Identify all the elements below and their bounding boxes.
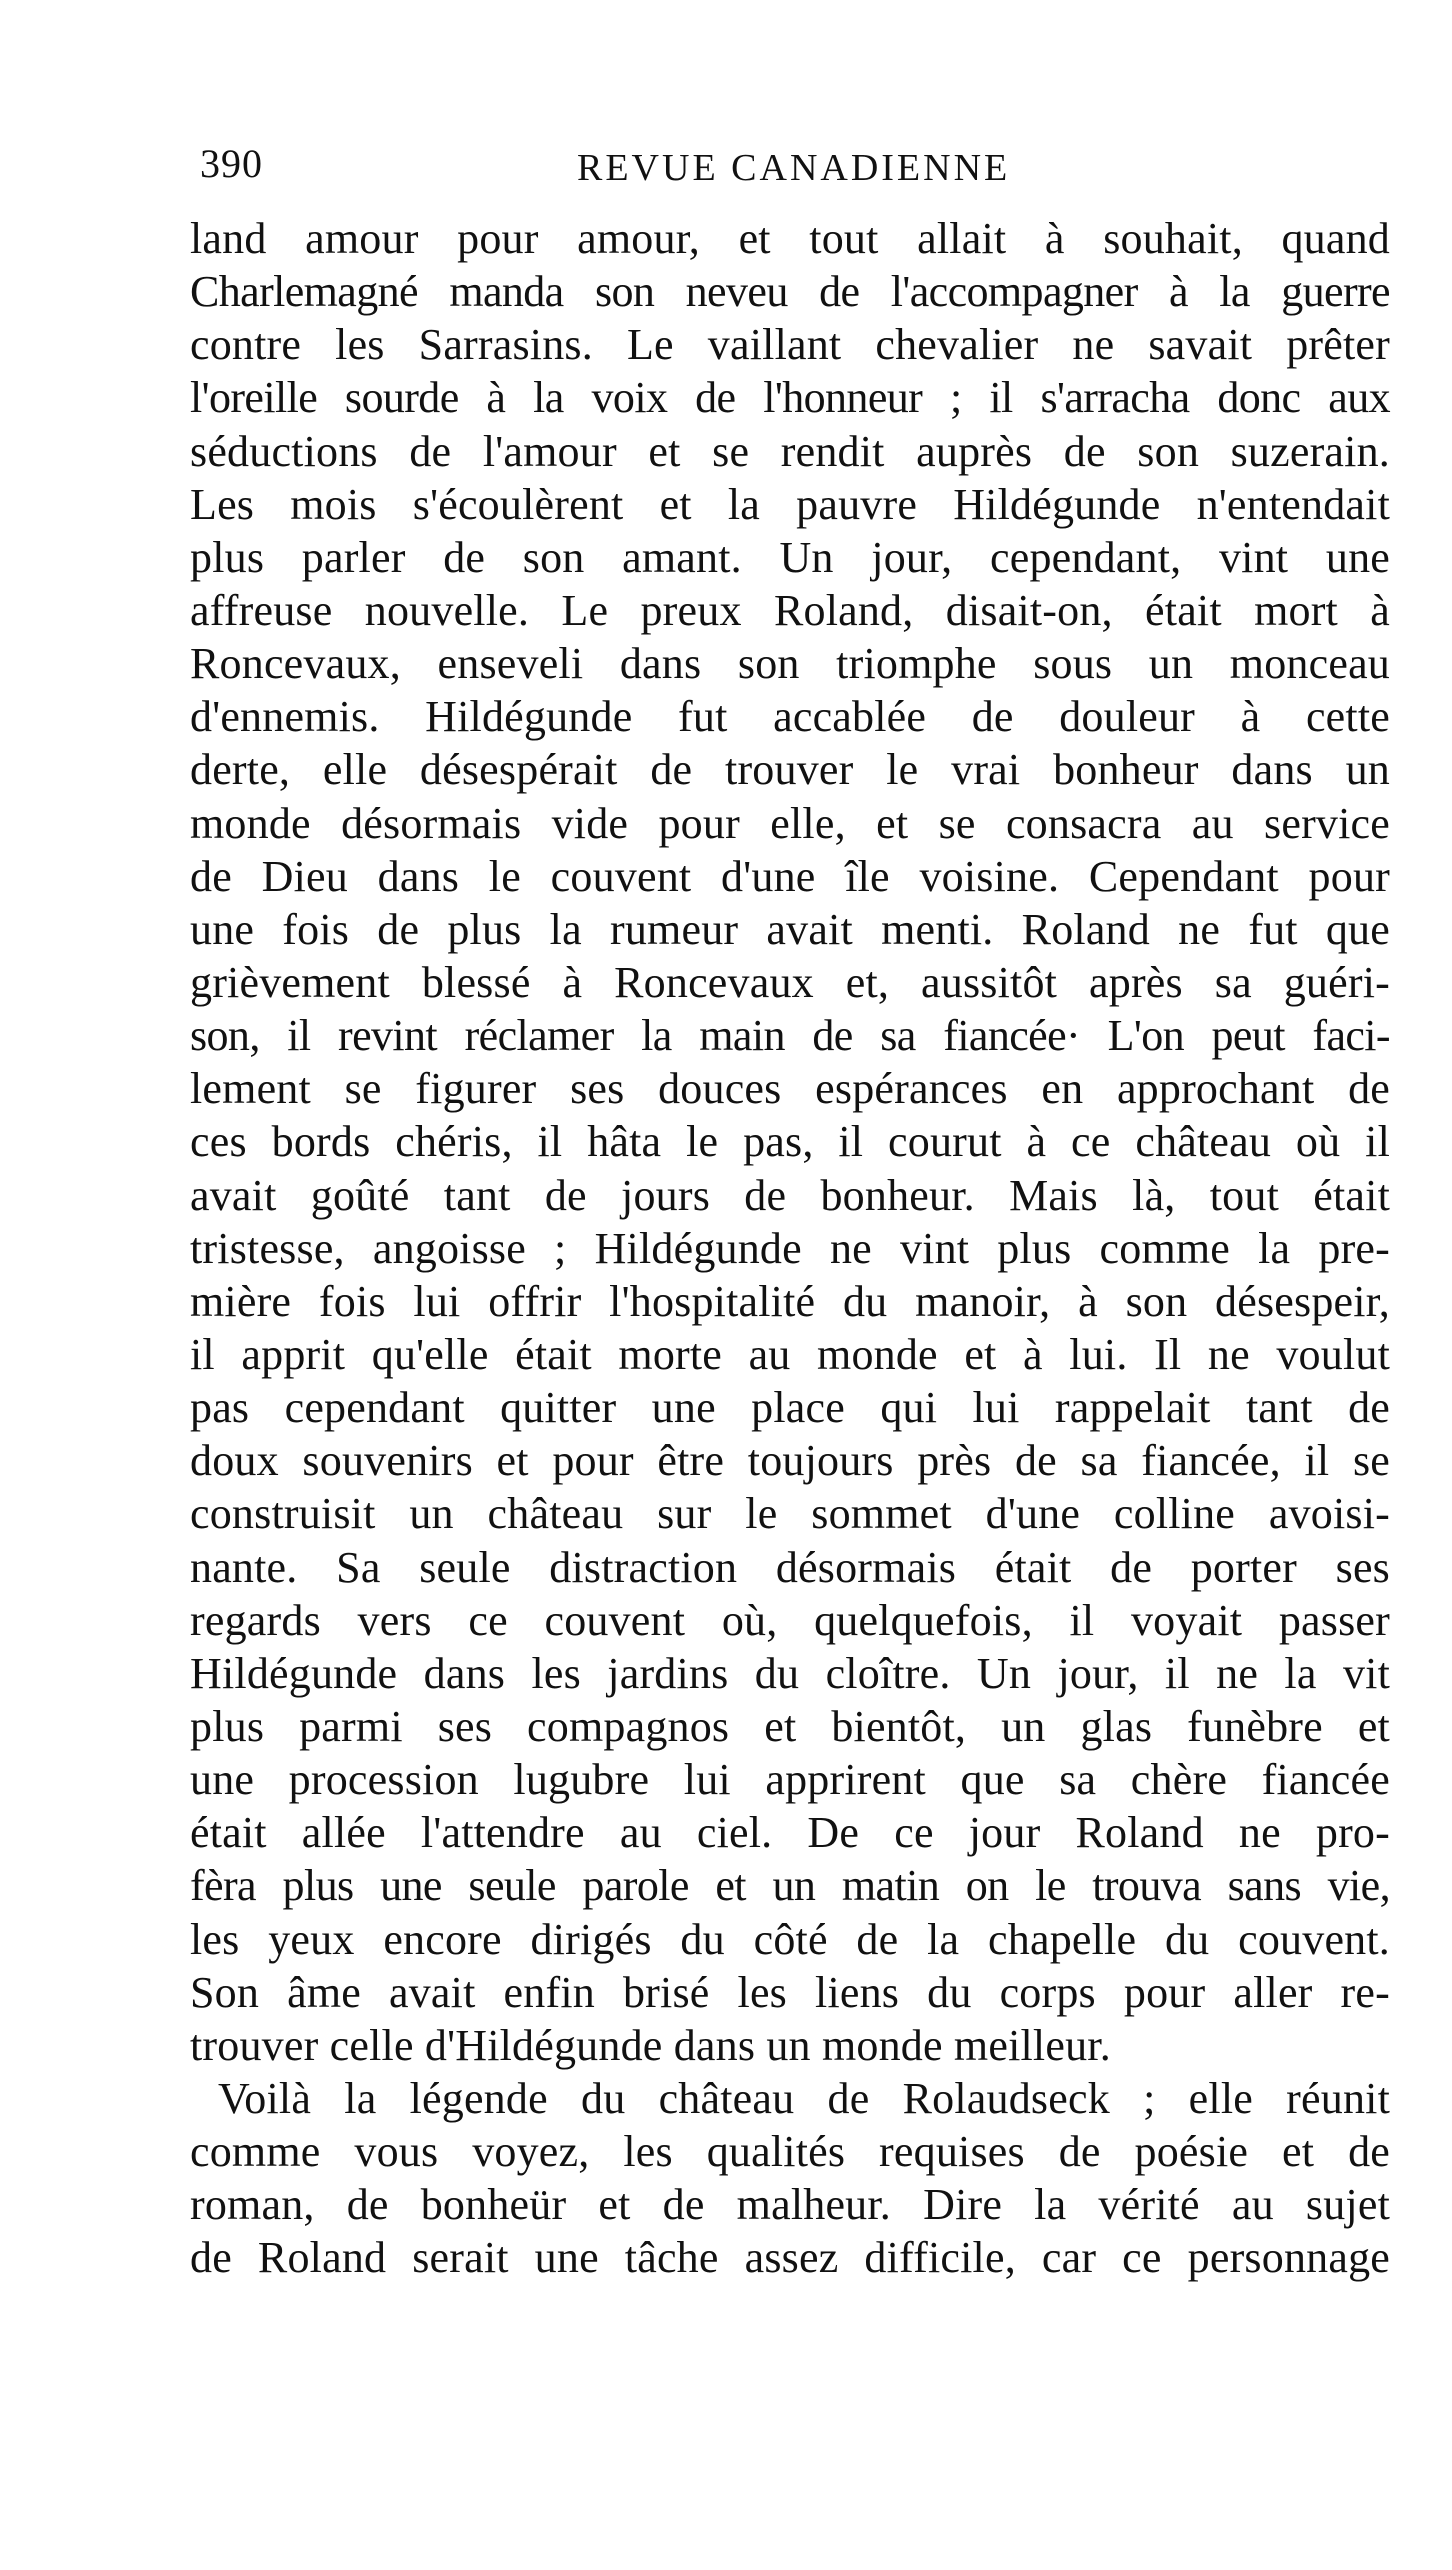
text-line: son, il revint réclamer la main de sa fiancée· L'on peut faci- [190,1011,1390,1061]
text-line: land amour pour amour, et tout allait à souhait, quand [190,214,1390,263]
text-line: lement se figurer ses douces espérances en approchant de [190,1064,1390,1114]
running-head: REVUE CANADIENNE [577,147,1011,189]
text-line: il apprit qu'elle était morte au monde et à lui. Il ne voulut [190,1329,1390,1379]
text-line: plus parmi ses compagnos et bientôt, un glas funèbre et [190,1701,1390,1751]
text-line: regards vers ce couvent où, quelquefois, il voyait passer [190,1595,1390,1645]
text-line: nante. Sa seule distraction désormais était de porter ses [190,1542,1390,1592]
text-line: fèra plus une seule parole et un matin on le trouva sans vie, [190,1861,1390,1911]
text-line: monde désormais vide pour elle, et se consacra au service [190,798,1390,848]
text-line: était allée l'attendre au ciel. De ce jour Roland ne pro- [190,1808,1390,1858]
text-line: de Roland serait une tâche assez difficile, car ce personnage [190,2233,1390,2283]
text-line: Les mois s'écoulèrent et la pauvre Hildégunde n'entendait [190,479,1390,529]
text-line: ces bords chéris, il hâta le pas, il courut à ce château où il [190,1117,1390,1167]
text-line: Charlemagné manda son neveu de l'accompagner à la guerre [190,267,1390,317]
text-line: une fois de plus la rumeur avait menti. Roland ne fut que [190,904,1390,954]
text-line: grièvement blessé à Roncevaux et, aussitôt après sa guéri- [190,957,1390,1007]
text-line: roman, de bonheür et de malheur. Dire la vérité au sujet [190,2180,1390,2230]
page-header [192,140,1382,200]
body-text [190,212,1390,2284]
text-line: trouver celle d'Hildégunde dans un monde meilleur. [190,2020,1111,2070]
text-line: les yeux encore dirigés du côté de la chapelle du couvent. [190,1914,1390,1964]
text-line: Roncevaux, enseveli dans son triomphe sous un monceau [190,639,1390,689]
text-line: plus parler de son amant. Un jour, cependant, vint une [190,532,1390,582]
text-line: une procession lugubre lui apprirent que sa chère fiancée [190,1755,1390,1805]
text-line: comme vous voyez, les qualités requises de poésie et de [190,2127,1390,2177]
text-line: contre les Sarrasins. Le vaillant chevalier ne savait prêter [190,320,1390,370]
page-number: 390 [200,141,263,186]
text-line: mière fois lui offrir l'hospitalité du manoir, à son désespeir, [190,1276,1390,1326]
text-line: Son âme avait enfin brisé les liens du corps pour aller re- [190,1967,1390,2017]
text-line: Voilà la légende du château de Rolaudseck ; elle réunit [218,2073,1390,2123]
text-line: pas cependant quitter une place qui lui rappelait tant de [190,1383,1390,1433]
text-line: affreuse nouvelle. Le preux Roland, disait-on, était mort à [190,585,1390,635]
text-line: avait goûté tant de jours de bonheur. Mais là, tout était [190,1170,1390,1220]
text-line: derte, elle désespérait de trouver le vrai bonheur dans un [190,745,1390,795]
text-line: de Dieu dans le couvent d'une île voisine. Cependant pour [190,851,1390,901]
text-line: Hildégunde dans les jardins du cloître. Un jour, il ne la vit [190,1648,1390,1698]
text-line: séductions de l'amour et se rendit auprès de son suzerain. [190,426,1390,476]
text-line: construisit un château sur le sommet d'une colline avoisi- [190,1489,1390,1539]
text-line: doux souvenirs et pour être toujours près de sa fiancée, il se [190,1436,1390,1486]
text-line: d'ennemis. Hildégunde fut accablée de douleur à cette [190,692,1390,742]
text-line: tristesse, angoisse ; Hildégunde ne vint plus comme la pre- [190,1223,1390,1273]
text-line: l'oreille sourde à la voix de l'honneur ; il s'arracha donc aux [190,373,1390,423]
